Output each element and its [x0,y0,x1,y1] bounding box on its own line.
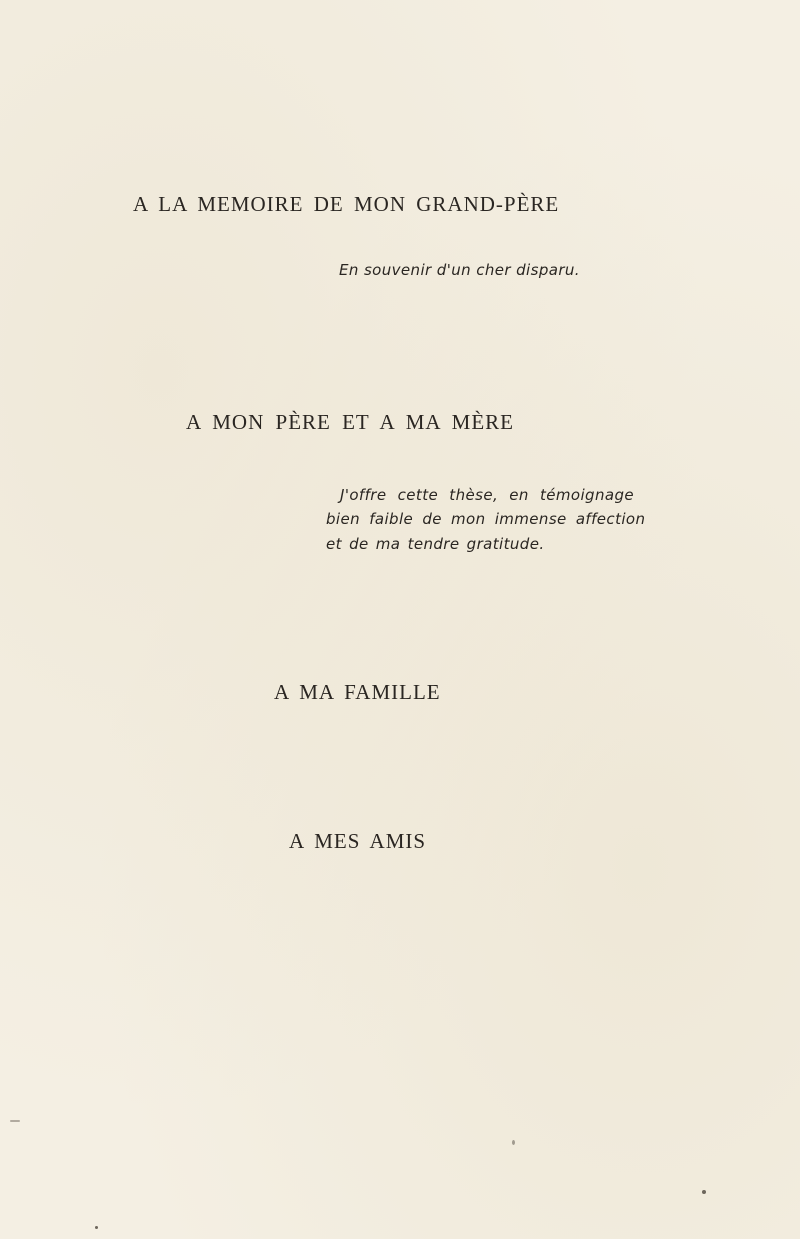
paper-speck [512,1140,515,1145]
dedication-note-grandfather: En souvenir d'un cher disparu. [339,261,580,279]
dedication-note-parents-line-1: J'offre cette thèse, en témoignage [340,486,635,504]
paper-speck [10,1120,20,1122]
dedication-note-parents-line-3: et de ma tendre gratitude. [326,535,545,553]
dedication-heading-family: A MA FAMILLE [274,680,441,704]
dedication-heading-friends: A MES AMIS [289,829,427,853]
paper-speck [95,1226,98,1229]
dedication-heading-parents: A MON PÈRE ET A MA MÈRE [186,410,514,434]
paper-speck [702,1190,706,1194]
dedication-heading-grandfather: A LA MEMOIRE DE MON GRAND-PÈRE [133,192,560,216]
dedication-note-parents-line-2: bien faible de mon immense affection [326,510,646,528]
